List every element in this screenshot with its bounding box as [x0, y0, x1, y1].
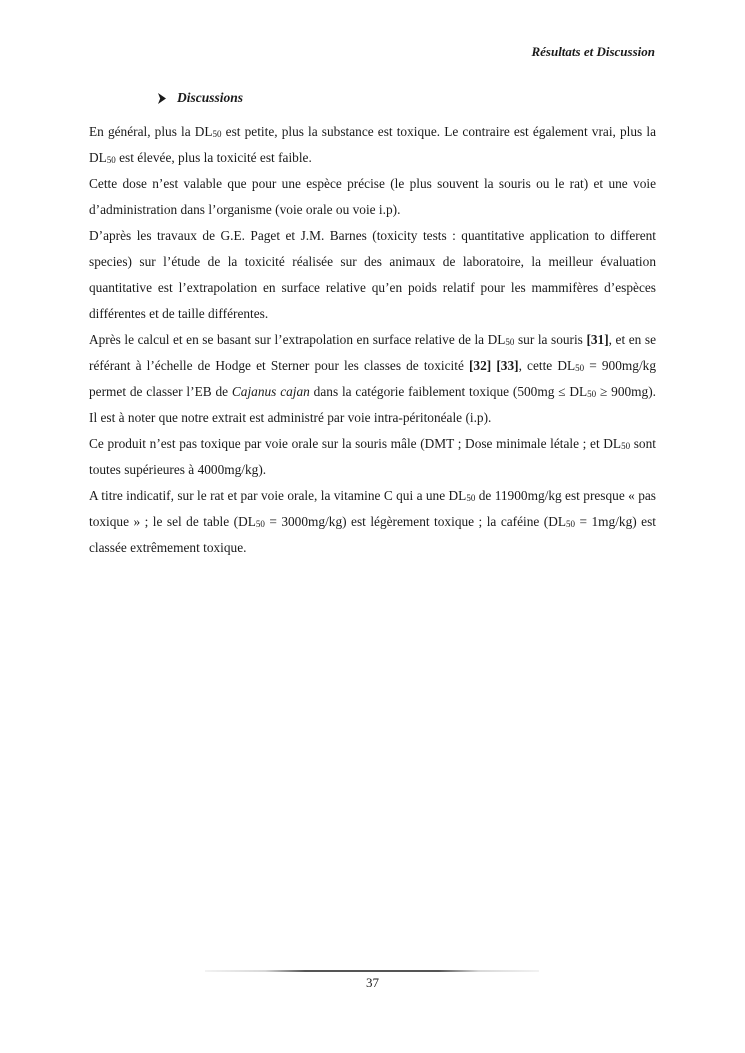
footer-divider: [205, 970, 539, 972]
paragraph-oral-toxicity: [89, 431, 656, 483]
section-heading: [158, 90, 243, 106]
paragraph-paget-barnes: D’après les travaux de G.E. Paget et J.M. Barnes (toxicity tests : quantitative application to different species) sur l’étude de la toxicité réalisée sur des animaux de laboratoire, la meilleur évaluation quantitative est l’extrapolation en surface relative qu’en poids relatif pour les mammifères d’espèces différentes et de taille différentes.: [89, 228, 656, 321]
page-number: 37: [366, 975, 379, 990]
arrowhead-bullet-icon: [158, 93, 166, 104]
text-run: = 900mg/kg permet de classer l’EB de: [89, 358, 656, 399]
paragraph-dl50-definition: [89, 119, 656, 171]
text-run: A titre indicatif, sur le rat et par voie orale, la vitamine C qui a une DL: [89, 488, 467, 503]
species-name: Cajanus cajan: [231, 384, 310, 399]
text-run: de 11900mg/kg est presque « pas toxique » ; le sel de table (DL: [89, 488, 657, 529]
paragraph-dose-validity: Cette dose n’est valable que pour une espèce précise (le plus souvent la souris ou le rat) et une voie d’administration dans l’organisme (voie orale ou voie i.p).: [89, 176, 656, 217]
text-run: , cette DL: [518, 358, 576, 373]
citation-ref: [32]: [468, 358, 492, 373]
subscript: 50: [255, 519, 265, 529]
paragraph-classification: [89, 327, 656, 431]
subscript: 50: [466, 493, 476, 503]
subscript: 50: [587, 389, 597, 399]
text-run: = 3000mg/kg) est légèrement toxique ; la caféine (DL: [264, 514, 567, 529]
subscript: 50: [575, 363, 585, 373]
text-run: dans la catégorie faiblement toxique (500mg ≤ DL: [309, 384, 588, 399]
subscript: 50: [212, 129, 222, 139]
running-header: Résultats et Discussion: [531, 44, 655, 59]
subscript: 50: [566, 519, 576, 529]
citation-ref: [31]: [586, 332, 609, 347]
body-text: [89, 119, 656, 561]
text-run: , et en se référant à l’échelle de Hodge et Sterner pour les classes de toxicité: [89, 332, 656, 373]
text-run: ≥ 900mg). Il est à noter que notre extrait est administré par voie intra-péritonéale (i.p).: [89, 384, 656, 425]
text-run: = 1mg/kg) est classée extrêmement toxique.: [89, 514, 656, 555]
text-run: En général, plus la DL: [89, 124, 213, 139]
text-run: sont toutes supérieures à 4000mg/kg).: [89, 436, 656, 477]
citation-ref: [33]: [496, 358, 519, 373]
subscript: 50: [621, 441, 631, 451]
text-run: est petite, plus la substance est toxique. Le contraire est également vrai, plus la DL: [89, 124, 656, 165]
subscript: 50: [505, 337, 515, 347]
paragraph-reference-examples: [89, 483, 656, 561]
section-title: Discussions: [177, 90, 244, 105]
text-run: Ce produit n’est pas toxique par voie orale sur la souris mâle (DMT ; Dose minimale létale ; et DL: [89, 436, 622, 451]
text-run: sur la souris: [514, 332, 587, 347]
text-run: est élevée, plus la toxicité est faible.: [115, 150, 312, 165]
subscript: 50: [106, 155, 116, 165]
text-run: Après le calcul et en se basant sur l’extrapolation en surface relative de la DL: [89, 332, 506, 347]
